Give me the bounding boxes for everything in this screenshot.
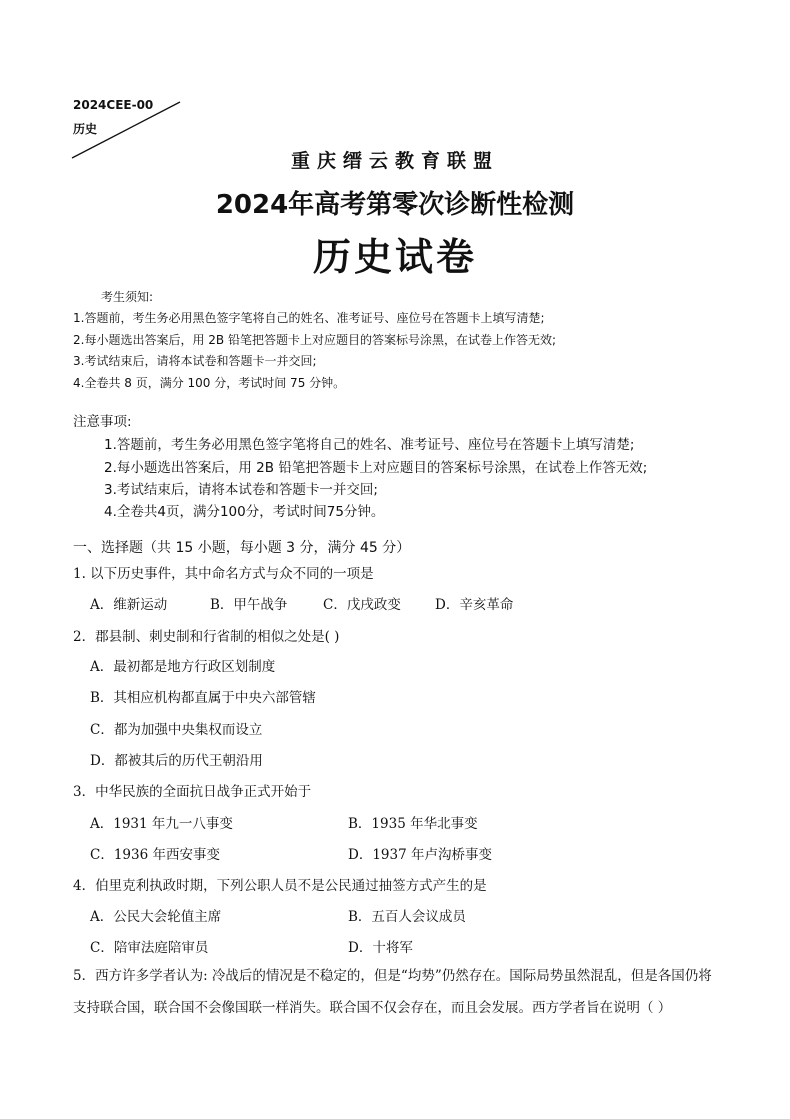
option: A．维新运动 [90, 597, 168, 613]
paper-title: 历史试卷 [312, 235, 477, 279]
option: A．最初都是地方行政区划制度 [90, 659, 276, 675]
section-heading: 一、选择题（共 15 小题，每小题 3 分，满分 45 分） [73, 540, 411, 556]
exam-code: 2024CEE-00 [73, 98, 154, 112]
notice-b-item: 1.答题前，考生务必用黑色签字笔将自己的姓名、准考证号、座位号在答题卡上填写清楚; [104, 437, 635, 453]
option: D．都被其后的历代王朝沿用 [90, 753, 263, 769]
organization-title: 重庆缙云教育联盟 [290, 150, 499, 172]
notice-a-item: 3.考试结束后，请将本试卷和答题卡一并交回; [73, 354, 317, 368]
notice-b-item: 2.每小题选出答案后，用 2B 铅笔把答题卡上对应题目的答案标号涂黑，在试卷上作答无效; [104, 460, 648, 476]
option: B．其相应机构都直属于中央六部管辖 [90, 690, 316, 706]
question-stem: 3．中华民族的全面抗日战争正式开始于 [73, 784, 312, 800]
option: C．戊戌政变 [323, 597, 401, 613]
question-stem: 1. 以下历史事件，其中命名方式与众不同的一项是 [73, 566, 374, 582]
subject-label: 历史 [73, 122, 98, 136]
option: B．1935 年华北事变 [348, 816, 478, 832]
notice-b-item: 3.考试结束后，请将本试卷和答题卡一并交回; [104, 482, 378, 498]
notice-a-item: 2.每小题选出答案后，用 2B 铅笔把答题卡上对应题目的答案标号涂黑，在试卷上作答无效; [73, 333, 556, 347]
option: C．1936 年西安事变 [90, 847, 220, 863]
notice-b-heading: 注意事项: [73, 414, 132, 430]
option: A．1931 年九一八事变 [90, 816, 233, 832]
question-stem: 5．西方许多学者认为: 冷战后的情况是不稳定的，但是“均势”仍然存在。国际局势虽然混乱，但是各国仍将支持联合国，联合国不会像国联一样消失。联合国不仅会存在，而且会发展。西方学者旨在说明（ ） [73, 968, 712, 1016]
exam-title: 2024年高考第零次诊断性检测 [215, 190, 575, 220]
option: A．公民大会轮值主席 [90, 909, 222, 925]
option: D．十将军 [348, 940, 413, 956]
question-stem: 2．郡县制、刺史制和行省制的相似之处是( ) [73, 629, 340, 645]
option: C．陪审法庭陪审员 [90, 940, 209, 956]
notice-a-item: 4.全卷共 8 页，满分 100 分，考试时间 75 分钟。 [73, 376, 346, 390]
option: B．甲午战争 [210, 597, 288, 613]
notice-a-heading: 考生须知: [101, 290, 154, 304]
option: C．都为加强中央集权而设立 [90, 722, 263, 738]
option: D．1937 年卢沟桥事变 [348, 847, 492, 863]
option: D．辛亥革命 [435, 597, 514, 613]
notice-a-item: 1.答题前，考生务必用黑色签字笔将自己的姓名、准考证号、座位号在答题卡上填写清楚; [73, 311, 545, 325]
option: B．五百人会议成员 [348, 909, 466, 925]
question-stem: 4．伯里克利执政时期，下列公职人员不是公民通过抽签方式产生的是 [73, 878, 487, 894]
notice-b-item: 4.全卷共4页，满分100分，考试时间75分钟。 [104, 504, 385, 520]
